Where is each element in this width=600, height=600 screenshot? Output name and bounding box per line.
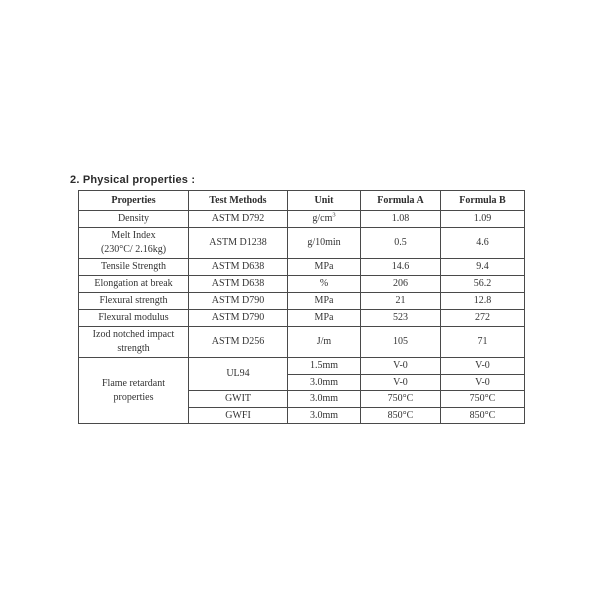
property-cell	[79, 327, 189, 358]
property-cell: Flexural strength	[79, 293, 189, 310]
table-row-ul94-1-5mm	[79, 358, 525, 375]
unit-base: g/cm	[312, 213, 333, 225]
property-line-1: Melt Index	[111, 230, 156, 241]
formula-b-cell: 12.8	[441, 293, 525, 310]
unit-cell	[288, 211, 361, 228]
property-line-1: Flame retardant	[101, 377, 166, 389]
unit-cell: MPa	[288, 259, 361, 276]
property-cell: Density	[79, 211, 189, 228]
physical-properties-section	[70, 174, 530, 424]
table-row-density	[79, 211, 525, 228]
unit-cell: MPa	[288, 310, 361, 327]
test-method-cell: ASTM D256	[189, 327, 288, 358]
column-header-formula-a: Formula A	[361, 191, 441, 211]
formula-a-cell: V-0	[361, 358, 441, 375]
table-row-flexural-strength	[79, 293, 525, 310]
formula-a-cell: 14.6	[361, 259, 441, 276]
property-cell	[79, 228, 189, 259]
formula-b-cell: V-0	[441, 358, 525, 375]
header-row	[79, 191, 525, 211]
column-header-test-methods: Test Methods	[189, 191, 288, 211]
thickness-cell: 3.0mm	[288, 374, 361, 391]
unit-superscript: 3	[332, 211, 336, 219]
test-method-cell: ASTM D790	[189, 310, 288, 327]
formula-b-cell: 56.2	[441, 276, 525, 293]
column-header-properties: Properties	[79, 191, 189, 211]
column-header-formula-b: Formula B	[441, 191, 525, 211]
table-row-flexural-modulus	[79, 310, 525, 327]
unit-cell: g/10min	[288, 228, 361, 259]
formula-b-cell: 272	[441, 310, 525, 327]
formula-a-cell: 850°C	[361, 407, 441, 424]
formula-b-cell: V-0	[441, 374, 525, 391]
table-row-melt-index	[79, 228, 525, 259]
formula-a-cell: 105	[361, 327, 441, 358]
formula-b-cell: 1.09	[441, 211, 525, 228]
formula-a-cell: 21	[361, 293, 441, 310]
thickness-cell: 3.0mm	[288, 391, 361, 408]
unit-cell: %	[288, 276, 361, 293]
property-cell: Flexural modulus	[79, 310, 189, 327]
formula-a-cell: 750°C	[361, 391, 441, 408]
test-method-cell: ASTM D792	[189, 211, 288, 228]
formula-a-cell: 523	[361, 310, 441, 327]
formula-a-cell: 1.08	[361, 211, 441, 228]
property-cell: Elongation at break	[79, 276, 189, 293]
physical-properties-table	[78, 190, 525, 424]
column-header-unit: Unit	[288, 191, 361, 211]
test-method-cell: ASTM D638	[189, 276, 288, 293]
formula-b-cell: 71	[441, 327, 525, 358]
property-line-2: properties	[113, 391, 154, 403]
formula-b-cell: 4.6	[441, 228, 525, 259]
test-method-cell: ASTM D638	[189, 259, 288, 276]
property-cell-flame-retardant	[79, 358, 189, 424]
thickness-cell: 1.5mm	[288, 358, 361, 375]
formula-a-cell: 0.5	[361, 228, 441, 259]
test-method-cell-ul94: UL94	[189, 358, 288, 391]
table-row-tensile-strength	[79, 259, 525, 276]
unit-cell: J/m	[288, 327, 361, 358]
formula-b-cell: 850°C	[441, 407, 525, 424]
table-row-izod-impact	[79, 327, 525, 358]
property-line-1: Izod notched impact	[92, 329, 175, 340]
formula-b-cell: 9.4	[441, 259, 525, 276]
property-line-2: (230°C/ 2.16kg)	[100, 244, 167, 255]
test-method-cell: GWFI	[189, 407, 288, 424]
unit-cell: MPa	[288, 293, 361, 310]
property-line-2: strength	[117, 343, 150, 354]
test-method-cell: ASTM D790	[189, 293, 288, 310]
formula-a-cell: 206	[361, 276, 441, 293]
test-method-cell: GWIT	[189, 391, 288, 408]
thickness-cell: 3.0mm	[288, 407, 361, 424]
property-cell: Tensile Strength	[79, 259, 189, 276]
section-heading: 2. Physical properties :	[70, 174, 196, 186]
formula-a-cell: V-0	[361, 374, 441, 391]
test-method-cell: ASTM D1238	[189, 228, 288, 259]
table-row-elongation	[79, 276, 525, 293]
formula-b-cell: 750°C	[441, 391, 525, 408]
